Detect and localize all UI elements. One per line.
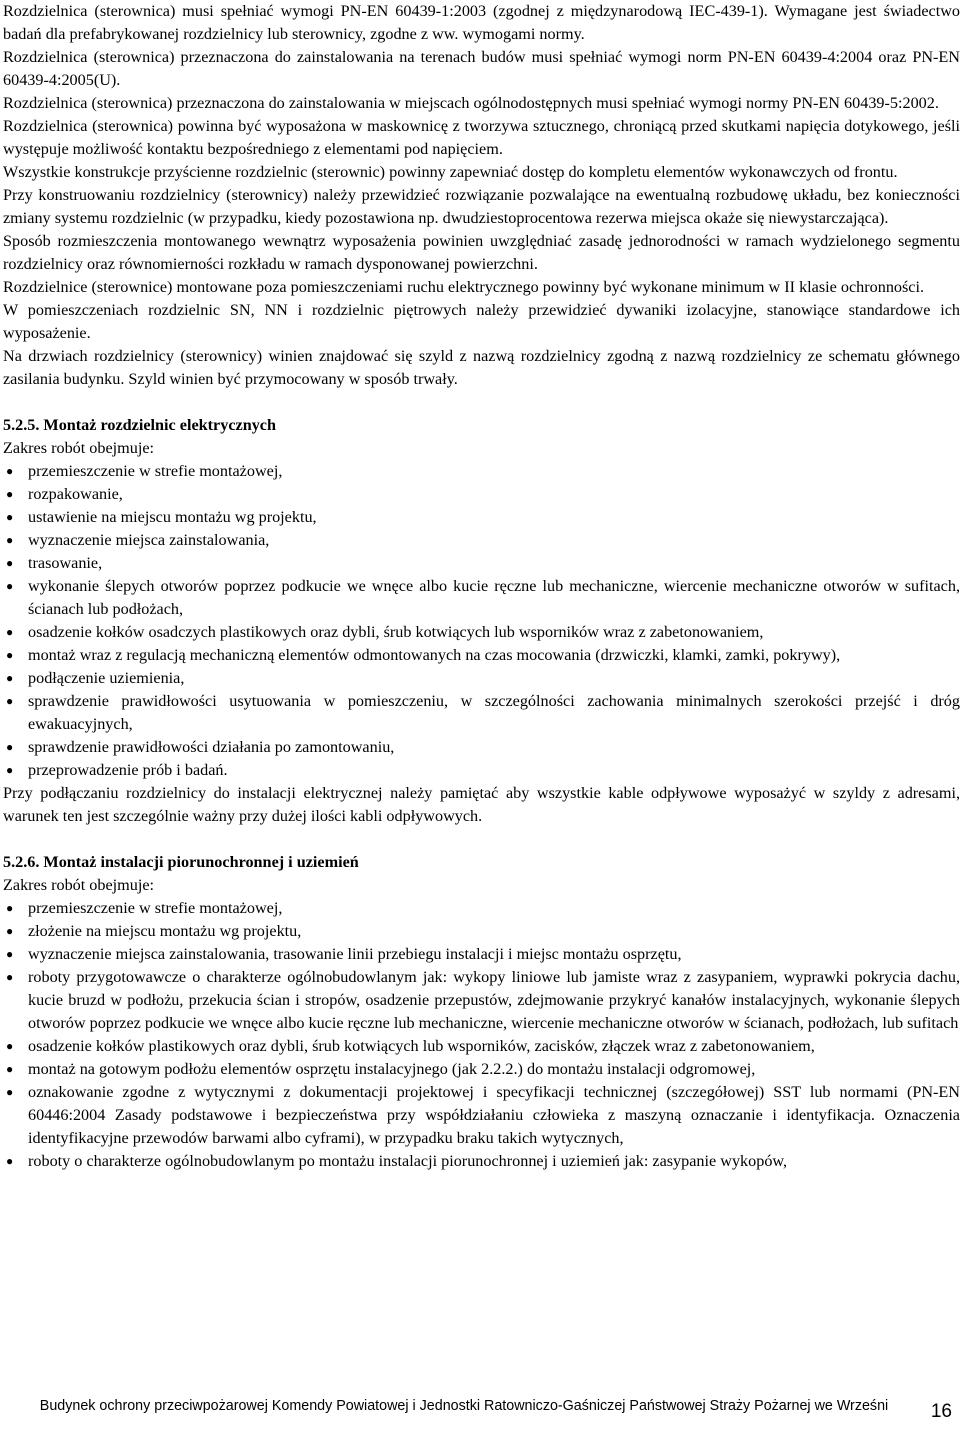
section-5-2-6	[3, 851, 960, 1173]
list-item	[3, 943, 960, 966]
list-item-text: montaż na gotowym podłożu elementów osprzętu instalacyjnego (jak 2.2.2.) do montażu instalacji odgromowej,	[28, 1060, 756, 1078]
section-number: 5.2.6.	[3, 853, 40, 871]
list-item-text: wyznaczenie miejsca zainstalowania,	[28, 531, 270, 549]
list-item	[3, 529, 960, 552]
list-item	[3, 966, 960, 1035]
list-item	[3, 759, 960, 782]
list-item	[3, 644, 960, 667]
bullet-list	[3, 897, 960, 1173]
intro-paragraphs	[3, 0, 960, 391]
bullet-icon: ●	[6, 579, 14, 593]
list-item-text: roboty przygotowawcze o charakterze ogólnobudowlanym jak: wykopy liniowe lub jamiste wraz z zasypaniem, wyprawki pokrycia dachu, kucie bruzd w podłożu, przekucia ścian i stropów, osadzenie przepustów, zdejmowanie przykryć kanałów instalacyjnych, wykonanie ślepych otworów poprzez podkucie we wnęce albo kucie ręczne lub mechaniczne, wiercenie mechaniczne otworów w ścianach, podłożach, lub sufitach	[28, 968, 960, 1032]
paragraph: Przy konstruowaniu rozdzielnicy (sterownicy) należy przewidzieć rozwiązanie pozwalające na ewentualną rozbudowę układu, bez konieczności zmiany systemu rozdzielnic (w przypadku, kiedy pozostawiona np. dwudziestoprocentowa rezerwa miejsca okaże się niewystarczająca).	[3, 186, 960, 227]
list-item-text: roboty o charakterze ogólnobudowlanym po montażu instalacji piorunochronnej i uziemień jak: zasypanie wykopów,	[28, 1152, 788, 1170]
paragraph: Przy podłączaniu rozdzielnicy do instalacji elektrycznej należy pamiętać aby wszystkie kable odpływowe wyposażyć w szyldy z adresami, warunek ten jest szczególnie ważny przy dużej ilości kabli odpływowych.	[3, 784, 960, 825]
list-item	[3, 1035, 960, 1058]
bullet-icon: ●	[6, 924, 14, 938]
list-item-text: trasowanie,	[28, 554, 103, 572]
list-item	[3, 621, 960, 644]
paragraph: Wszystkie konstrukcje przyścienne rozdzielnic (sterownic) powinny zapewniać dostęp do kompletu elementów wykonawczych od frontu.	[3, 163, 898, 181]
bullet-icon: ●	[6, 1039, 14, 1053]
list-item	[3, 575, 960, 621]
bullet-icon: ●	[6, 901, 14, 915]
bullet-icon: ●	[6, 1085, 14, 1099]
list-item	[3, 506, 960, 529]
list-item-text: złożenie na miejscu montażu wg projektu,	[28, 922, 302, 940]
section-number: 5.2.5.	[3, 416, 40, 434]
scope-label: Zakres robót obejmuje:	[3, 876, 155, 894]
list-item-text: montaż wraz z regulacją mechaniczną elementów odmontowanych na czas mocowania (drzwiczki, klamki, zamki, pokrywy),	[28, 646, 841, 664]
document-page	[3, 0, 960, 1173]
list-item-text: osadzenie kołków osadczych plastikowych oraz dybli, śrub kotwiących lub wsporników wraz z zabetonowaniem,	[28, 623, 764, 641]
list-item-text: podłączenie uziemienia,	[28, 669, 185, 687]
bullet-icon: ●	[6, 487, 14, 501]
bullet-icon: ●	[6, 510, 14, 524]
list-item-text: przemieszczenie w strefie montażowej,	[28, 462, 283, 480]
section-heading	[3, 414, 960, 437]
bullet-icon: ●	[6, 625, 14, 639]
list-item-text: osadzenie kołków plastikowych oraz dybli, śrub kotwiących lub wsporników, zacisków, złączek wraz z zabetonowaniem,	[28, 1037, 815, 1055]
bullet-icon: ●	[6, 464, 14, 478]
bullet-icon: ●	[6, 1154, 14, 1168]
bullet-icon: ●	[6, 694, 14, 708]
list-item	[3, 483, 960, 506]
list-item	[3, 690, 960, 736]
list-item	[3, 920, 960, 943]
paragraph: W pomieszczeniach rozdzielnic SN, NN i rozdzielnic piętrowych należy przewidzieć dywaniki izolacyjne, stanowiące standardowe ich wyposażenie.	[3, 301, 960, 342]
list-item-text: oznakowanie zgodne z wytycznymi z dokumentacji projektowej i specyfikacji technicznej (szczegółowej) SST lub normami (PN-EN 60446:2004 Zasady podstawowe i bezpieczeństwa przy współdziałaniu człowieka z maszyną oznaczanie i identyfikacja. Oznaczenia identyfikacyjne przewodów barwami albo cyframi), w przypadku braku takich wytycznych,	[28, 1083, 960, 1147]
bullet-icon: ●	[6, 1062, 14, 1076]
list-item-text: sprawdzenie prawidłowości działania po zamontowaniu,	[28, 738, 395, 756]
section-title: Montaż rozdzielnic elektrycznych	[43, 416, 276, 434]
list-item-text: wykonanie ślepych otworów poprzez podkucie we wnęce albo kucie ręczne lub mechaniczne, wiercenie mechaniczne otworów w sufitach, ścianach lub podłożach,	[28, 577, 960, 618]
page-number: 16	[930, 1401, 952, 1422]
list-item-text: przeprowadzenie prób i badań.	[28, 761, 228, 779]
paragraph: Rozdzielnica (sterownica) musi spełniać wymogi PN-EN 60439-1:2003 (zgodnej z międzynarodową IEC-439-1). Wymagane jest świadectwo badań dla prefabrykowanej rozdzielnicy lub sterownicy, zgodne z ww. wymogami normy.	[3, 2, 960, 43]
list-item-text: wyznaczenie miejsca zainstalowania, trasowanie linii przebiegu instalacji i miejsc montażu osprzętu,	[28, 945, 682, 963]
list-item	[3, 552, 960, 575]
list-item	[3, 460, 960, 483]
paragraph: Rozdzielnica (sterownica) przeznaczona do zainstalowania w miejscach ogólnodostępnych musi spełniać wymogi normy PN-EN 60439-5:2002.	[3, 94, 939, 112]
list-item-text: rozpakowanie,	[28, 485, 123, 503]
bullet-icon: ●	[6, 671, 14, 685]
paragraph: Na drzwiach rozdzielnicy (sterownicy) winien znajdować się szyld z nazwą rozdzielnicy zgodną z nazwą rozdzielnicy ze schematu głównego zasilania budynku. Szyld winien być przymocowany w sposób trwały.	[3, 347, 960, 388]
section-5-2-5	[3, 414, 960, 828]
bullet-icon: ●	[6, 556, 14, 570]
list-item	[3, 736, 960, 759]
list-item	[3, 1081, 960, 1150]
list-item-text: ustawienie na miejscu montażu wg projektu,	[28, 508, 317, 526]
bullet-icon: ●	[6, 740, 14, 754]
page-footer	[0, 1396, 960, 1432]
list-item-text: sprawdzenie prawidłowości usytuowania w pomieszczeniu, w szczególności zachowania minimalnych szerokości przejść i dróg ewakuacyjnych,	[28, 692, 960, 733]
footer-text: Budynek ochrony przeciwpożarowej Komendy Powiatowej i Jednostki Ratowniczo-Gaśniczej Państwowej Straży Pożarnej we Wrześni	[39, 1398, 889, 1414]
bullet-list	[3, 460, 960, 782]
paragraph: Rozdzielnica (sterownica) przeznaczona do zainstalowania na terenach budów musi spełniać wymogi norm PN-EN 60439-4:2004 oraz PN-EN 60439-4:2005(U).	[3, 48, 960, 89]
section-heading	[3, 851, 960, 874]
list-item	[3, 1150, 960, 1173]
bullet-icon: ●	[6, 947, 14, 961]
list-item	[3, 1058, 960, 1081]
scope-label: Zakres robót obejmuje:	[3, 439, 155, 457]
list-item	[3, 897, 960, 920]
list-item-text: przemieszczenie w strefie montażowej,	[28, 899, 283, 917]
paragraph: Sposób rozmieszczenia montowanego wewnątrz wyposażenia powinien uwzględniać zasadę jednorodności w ramach wydzielonego segmentu rozdzielnicy oraz równomierności rozkładu w ramach dysponowanej powierzchni.	[3, 232, 960, 273]
list-item	[3, 667, 960, 690]
paragraph: Rozdzielnica (sterownica) powinna być wyposażona w maskownicę z tworzywa sztucznego, chroniącą przed skutkami napięcia dotykowego, jeśli występuje możliwość kontaktu bezpośredniego z elementami pod napięciem.	[3, 117, 960, 158]
bullet-icon: ●	[6, 763, 14, 777]
bullet-icon: ●	[6, 648, 14, 662]
section-title: Montaż instalacji piorunochronnej i uziemień	[43, 853, 359, 871]
bullet-icon: ●	[6, 970, 14, 984]
paragraph: Rozdzielnice (sterownice) montowane poza pomieszczeniami ruchu elektrycznego powinny być wykonane minimum w II klasie ochronności.	[3, 278, 925, 296]
bullet-icon: ●	[6, 533, 14, 547]
